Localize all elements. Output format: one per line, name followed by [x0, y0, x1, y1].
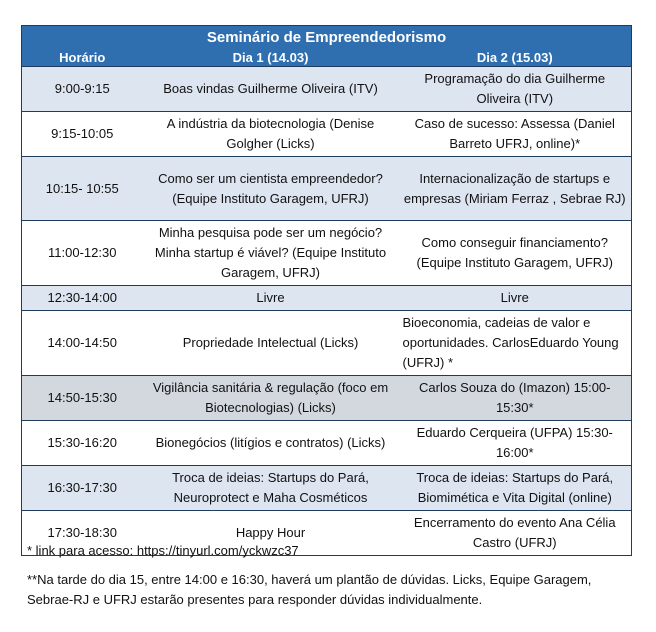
table-row: [22, 421, 632, 466]
table-row: [22, 311, 632, 376]
row-day2: Internacionalização de startups e empresas (Miriam Ferraz , Sebrae RJ): [399, 157, 632, 221]
row-day1: Bionegócios (litígios e contratos) (Licks): [143, 421, 399, 466]
table-row: [22, 221, 632, 286]
row-time: 12:30-14:00: [22, 286, 143, 311]
row-day1: Como ser um cientista empreendedor? (Equipe Instituto Garagem, UFRJ): [143, 157, 399, 221]
footnotes: [27, 541, 627, 610]
table-header-row: [22, 49, 632, 67]
table-title-row: [22, 26, 632, 50]
schedule-wrapper: [21, 25, 631, 556]
row-day1: Happy Hour: [143, 511, 399, 556]
row-time: 9:00-9:15: [22, 67, 143, 112]
header-day2: Dia 2 (15.03): [399, 49, 632, 67]
row-day1: Livre: [143, 286, 399, 311]
header-day1: Dia 1 (14.03): [143, 49, 399, 67]
footnote-link: * link para acesso: https://tinyurl.com/yckwzc37: [27, 543, 299, 558]
table-row: [22, 67, 632, 112]
row-day1: Troca de ideias: Startups do Pará, Neuroprotect e Maha Cosméticos: [143, 466, 399, 511]
table-row: [22, 376, 632, 421]
row-time: 14:00-14:50: [22, 311, 143, 376]
row-day1: Vigilância sanitária & regulação (foco em Biotecnologias) (Licks): [143, 376, 399, 421]
row-day1: Propriedade Intelectual (Licks): [143, 311, 399, 376]
row-day2: Eduardo Cerqueira (UFPA) 15:30-16:00*: [399, 421, 632, 466]
row-time: 17:30-18:30: [22, 511, 143, 556]
table-row: [22, 466, 632, 511]
row-day2: Como conseguir financiamento?(Equipe Instituto Garagem, UFRJ): [399, 221, 632, 286]
row-day2: Bioeconomia, cadeias de valor e oportunidades. CarlosEduardo Young (UFRJ) *: [399, 311, 632, 376]
row-day2: Caso de sucesso: Assessa (Daniel Barreto UFRJ, online)*: [399, 112, 632, 157]
footnote-plantao: **Na tarde do dia 15, entre 14:00 e 16:30, haverá um plantão de dúvidas. Licks, Equipe Garagem, Sebrae-RJ e UFRJ estarão presentes para responder dúvidas individualmente.: [27, 572, 592, 607]
row-time: 14:50-15:30: [22, 376, 143, 421]
row-time: 16:30-17:30: [22, 466, 143, 511]
row-day2: Encerramento do evento Ana Célia Castro (UFRJ): [399, 511, 632, 556]
row-day2: Carlos Souza do (Imazon) 15:00-15:30*: [399, 376, 632, 421]
row-day2: Programação do dia Guilherme Oliveira (ITV): [399, 67, 632, 112]
row-day2: Troca de ideias: Startups do Pará, Biomimética e Vita Digital (online): [399, 466, 632, 511]
row-day1: A indústria da biotecnologia (Denise Golgher (Licks): [143, 112, 399, 157]
row-day1: Boas vindas Guilherme Oliveira (ITV): [143, 67, 399, 112]
row-time: 15:30-16:20: [22, 421, 143, 466]
table-row: [22, 112, 632, 157]
row-time: 9:15-10:05: [22, 112, 143, 157]
table-row: [22, 157, 632, 221]
row-time: 11:00-12:30: [22, 221, 143, 286]
table-title: Seminário de Empreendedorismo: [22, 26, 632, 50]
row-time: 10:15- 10:55: [22, 157, 143, 221]
header-time: Horário: [22, 49, 143, 67]
row-day1: Minha pesquisa pode ser um negócio? Minha startup é viável? (Equipe Instituto Garagem, UFRJ): [143, 221, 399, 286]
schedule-table: [21, 25, 632, 556]
row-day2: Livre: [399, 286, 632, 311]
table-row: [22, 286, 632, 311]
